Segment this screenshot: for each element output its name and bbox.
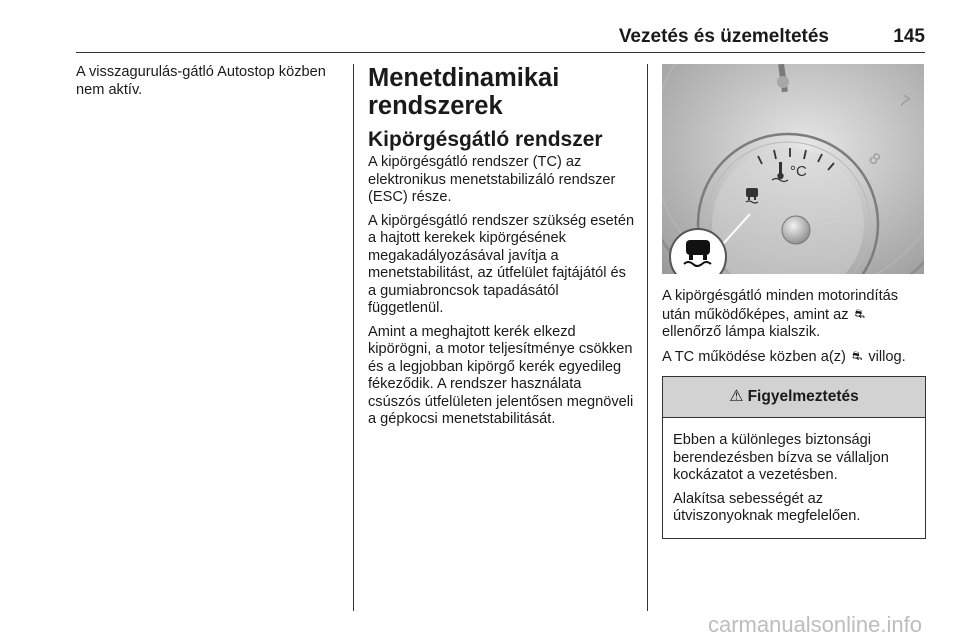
warning-header xyxy=(663,377,925,418)
tc-info-paragraph-1 xyxy=(662,288,926,342)
dial-number-7: 7 xyxy=(896,92,913,112)
section-title: Vezetés és üzemeltetés xyxy=(618,26,829,47)
dial-number-8: 8 xyxy=(865,150,884,169)
warning-box xyxy=(662,376,926,539)
autostop-note: A visszagurulás-gátló Autostop közben nem aktív. xyxy=(76,64,326,98)
column-2 xyxy=(368,64,636,435)
paragraph-2: A kipörgésgátló rendszer szükség esetén a hajtott kerekek kipörgésének megakadályozásával javítja a menetstabilitást, az útfelület fajtájától és a gumiabroncsok tapadásától függetlenül. xyxy=(368,212,635,316)
page-number: 145 xyxy=(893,26,925,47)
tc-info-text-c: A TC működése közben a(z) xyxy=(662,348,846,365)
column-divider-2 xyxy=(647,64,648,611)
paragraph-3: Amint a meghajtott kerék elkezd kipörögni, a motor teljesítménye csökken és a legjobban kipörgő kerék egyedileg fékeződik. A rendszer használata csúszós útfelületen jelentősen megnöveli a gépkocsi menetstabilitását. xyxy=(368,323,634,427)
warning-body xyxy=(663,418,925,538)
tc-indicator-icon: ⛐ xyxy=(851,348,863,363)
warning-triangle-icon: ⚠ xyxy=(729,388,744,406)
tc-info-text-a: A kipörgésgátló minden motorindítás után működőképes, amint az xyxy=(662,288,899,323)
column-divider-1 xyxy=(353,64,354,611)
instrument-cluster-illustration xyxy=(662,64,924,274)
watermark: carmanualsonline.info xyxy=(707,612,922,637)
section-heading: Menetdinamikai rendszerek xyxy=(368,64,560,120)
tc-indicator-icon: ⛐ xyxy=(854,306,866,321)
warning-paragraph-2: Alakítsa sebességét az útviszonyoknak megfelelően. xyxy=(673,490,861,524)
tc-info-text-b: ellenőrző lámpa kialszik. xyxy=(662,324,821,340)
column-1 xyxy=(76,64,336,105)
subsection-heading: Kipörgésgátló rendszer xyxy=(368,128,603,151)
warning-paragraph-1: Ebben a különleges biztonsági berendezésben bízva se vállaljon kockázatot a vezetésben. xyxy=(673,432,889,483)
gauge-unit: °C xyxy=(790,163,807,180)
page-header xyxy=(76,26,925,53)
warning-title: Figyelmeztetés xyxy=(747,388,859,406)
column-3 xyxy=(662,64,926,539)
tc-info-text-d: villog. xyxy=(868,348,906,365)
tc-info-paragraph-2 xyxy=(662,348,926,367)
paragraph-1: A kipörgésgátló rendszer (TC) az elektronikus menetstabilizáló rendszer (ESC) része. xyxy=(368,154,616,205)
